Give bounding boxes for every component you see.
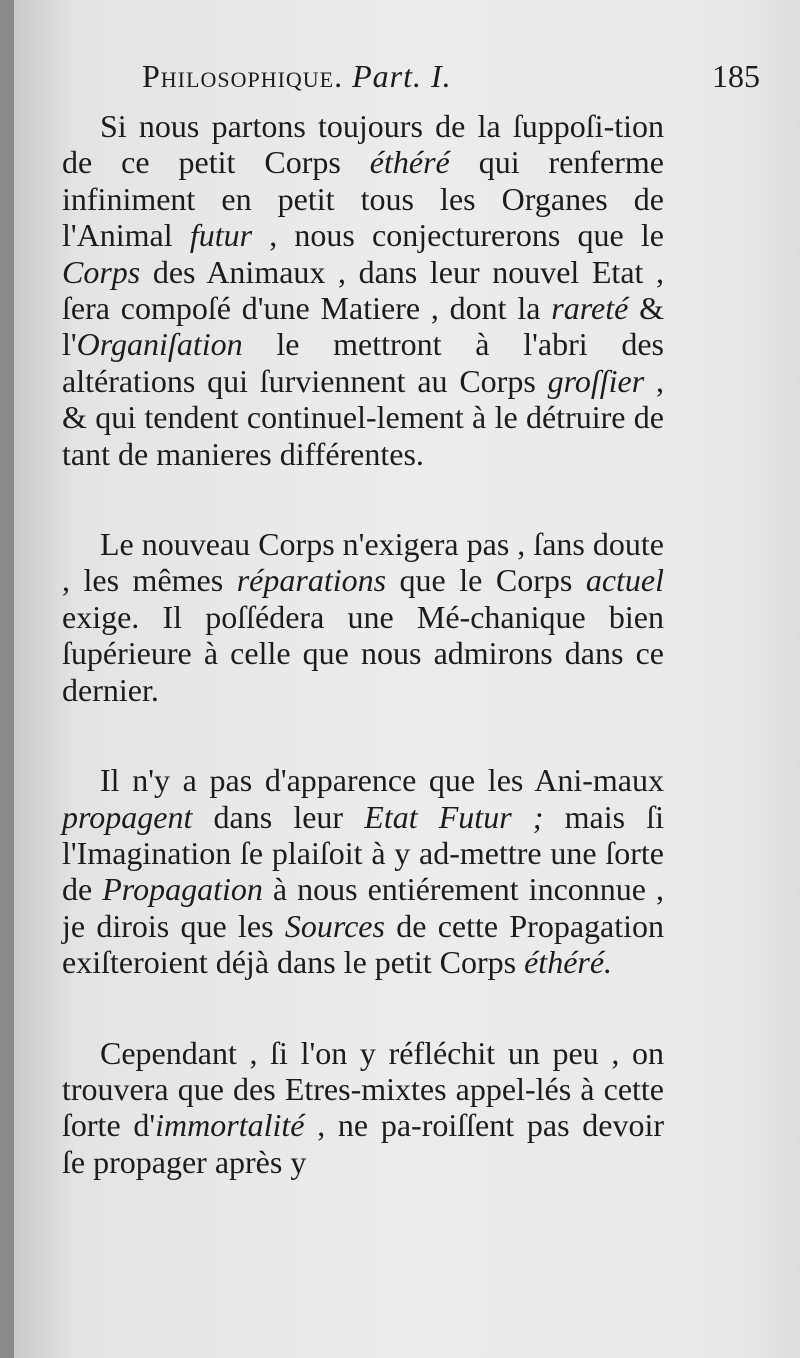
text-run: , nous conjecturerons que le [252, 217, 665, 254]
text-run: que le Corps [386, 562, 586, 599]
italic-run: Etat Futur ; [364, 798, 544, 835]
running-head-part: Part. I. [352, 58, 452, 94]
italic-run: Sources [284, 907, 385, 944]
text-run: Cependant , ſi l'on y réfléchit un peu , on trouvera que des Etres-mixtes appel-lés à cette ſorte d' [62, 1034, 664, 1144]
italic-run: Corps [62, 253, 141, 290]
text-run: le mettront à l'abri des altérations qui ſurviennent au Corps [62, 326, 664, 399]
text-run: mais ſi l'Imagination ſe plaiſoit à y ad-mettre une ſorte de [62, 798, 665, 908]
text-run: de cette Propagation exiſteroient déjà dans le petit Corps [62, 907, 665, 981]
italic-run: propagent [62, 798, 193, 835]
page-body [62, 108, 664, 1180]
paragraph-3 [62, 762, 664, 980]
italic-run: Organiſation [76, 326, 243, 363]
paragraph-1 [62, 108, 664, 472]
italic-run: éthéré. [524, 944, 613, 981]
page-number: 185 [712, 58, 760, 94]
text-run: & l' [62, 290, 664, 363]
text-run: , ne pa-roiſſent pas devoir ſe propager après y [62, 1107, 665, 1180]
text-run: Le nouveau Corps n'exigera pas , ſans doute , les mêmes [62, 526, 664, 599]
italic-run: réparations [236, 562, 387, 599]
text-run: exige. Il poſſédera une Mé-chanique bien ſupérieure à celle que nous admirons dans ce dernier. [62, 598, 664, 708]
italic-run: actuel [585, 562, 665, 599]
paragraph-4 [62, 1035, 664, 1181]
page-header [142, 58, 760, 95]
italic-run: immortalité [155, 1107, 305, 1144]
paragraph-2 [62, 526, 664, 708]
text-run: des Animaux , dans leur nouvel Etat , ſera compoſé d'une Matiere , dont la [62, 253, 664, 327]
italic-run: éthéré [369, 144, 450, 181]
text-run: Il n'y a pas d'apparence que les Ani-maux [100, 762, 664, 799]
text-run: , & qui tendent continuel-lement à le détruire de tant de manieres différentes. [62, 362, 665, 472]
italic-run: rareté [551, 290, 629, 327]
text-run: qui renferme infiniment en petit tous les Organes de l'Animal [62, 144, 665, 254]
text-run: Si nous partons toujours de la ſuppoſi-tion de ce petit Corps [62, 108, 664, 181]
text-run: à nous entiérement inconnue , je dirois que les [62, 871, 665, 944]
italic-run: futur [189, 217, 253, 254]
text-run: dans leur [192, 798, 365, 835]
italic-run: Propagation [102, 871, 263, 908]
book-page [14, 0, 800, 1358]
running-head [142, 58, 452, 95]
italic-run: groſſier [547, 362, 645, 399]
running-head-title: Philosophique. [142, 58, 344, 94]
